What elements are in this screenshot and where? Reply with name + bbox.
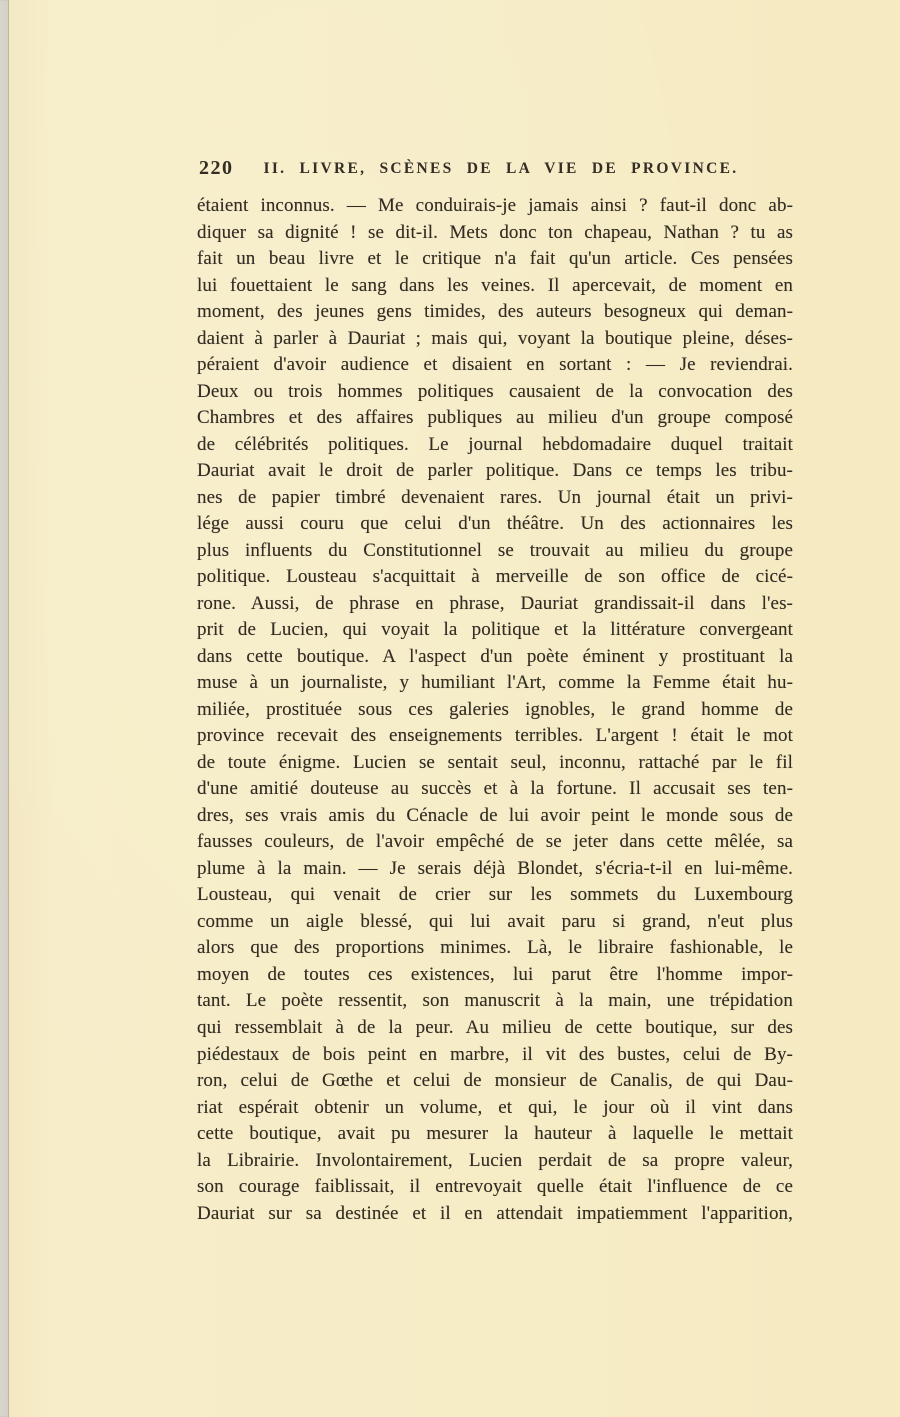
text-line: piédestaux de bois peint en marbre, il vit des bustes, celui de By- (197, 1043, 793, 1065)
text-line: nes de papier timbré devenaient rares. Un journal était un privi- (197, 486, 793, 508)
text-line: muse à un journaliste, y humiliant l'Art, comme la Femme était hu- (197, 672, 793, 694)
page-number: 220 (199, 157, 234, 179)
text-line: Deux ou trois hommes politiques causaient de la convocation des (197, 380, 793, 402)
text-line: dres, ses vrais amis du Cénacle de lui avoir peint le monde sous de (197, 804, 793, 826)
text-line: prit de Lucien, qui voyait la politique et la littérature convergeant (197, 619, 793, 641)
text-line: cette boutique, avait pu mesurer la hauteur à laquelle le mettait (197, 1123, 793, 1145)
text-line: daient à parler à Dauriat ; mais qui, voyant la boutique pleine, déses- (197, 327, 793, 349)
text-line: péraient d'avoir audience et disaient en sortant : — Je reviendrai. (197, 354, 793, 376)
text-line: province recevait des enseignements terribles. L'argent ! était le mot (197, 725, 793, 747)
text-line: plume à la main. — Je serais déjà Blondet, s'écria-t-il en lui-même. (197, 857, 793, 879)
text-line: de célébrités politiques. Le journal hebdomadaire duquel traitait (197, 433, 793, 455)
text-line: fausses couleurs, de l'avoir empêché de se jeter dans cette mêlée, sa (197, 831, 793, 853)
text-line: lége aussi couru que celui d'un théâtre. Un des actionnaires les (197, 513, 793, 535)
text-line: Dauriat sur sa destinée et il en attendait impatiemment l'apparition, (197, 1202, 793, 1224)
text-line: lui fouettaient le sang dans les veines. Il apercevait, de moment en (197, 274, 793, 296)
body-text (197, 193, 793, 1227)
text-line: la Librairie. Involontairement, Lucien perdait de sa propre valeur, (197, 1149, 793, 1171)
text-line: qui ressemblait à de la peur. Au milieu de cette boutique, sur des (197, 1016, 793, 1038)
text-line: tant. Le poète ressentit, son manuscrit à la main, une trépidation (197, 990, 793, 1012)
text-line: son courage faiblissait, il entrevoyait quelle était l'influence de ce (197, 1176, 793, 1198)
text-line: alors que des proportions minimes. Là, le libraire fashionable, le (197, 937, 793, 959)
text-line: d'une amitié douteuse au succès et à la fortune. Il accusait ses ten- (197, 778, 793, 800)
text-line: Lousteau, qui venait de crier sur les sommets du Luxembourg (197, 884, 793, 906)
text-line: fait un beau livre et le critique n'a fait qu'un article. Ces pensées (197, 248, 793, 270)
text-line: Dauriat avait le droit de parler politique. Dans ce temps les tribu- (197, 460, 793, 482)
text-line: de toute énigme. Lucien se sentait seul, inconnu, rattaché par le fil (197, 751, 793, 773)
text-line: miliée, prostituée sous ces galeries ignobles, le grand homme de (197, 698, 793, 720)
text-line: politique. Lousteau s'acquittait à merveille de son office de cicé- (197, 566, 793, 588)
text-line: étaient inconnus. — Me conduirais-je jamais ainsi ? faut-il donc ab- (197, 195, 793, 216)
text-line: dans cette boutique. A l'aspect d'un poète éminent y prostituant la (197, 645, 793, 667)
text-line: riat espérait obtenir un volume, et qui, le jour où il vint dans (197, 1096, 793, 1118)
text-line: Chambres et des affaires publiques au milieu d'un groupe composé (197, 407, 793, 429)
page-content (197, 157, 793, 1227)
text-line: comme un aigle blessé, qui lui avait paru si grand, n'eut plus (197, 910, 793, 932)
text-line: moyen de toutes ces existences, lui parut être l'homme impor- (197, 963, 793, 985)
text-line: rone. Aussi, de phrase en phrase, Dauriat grandissait-il dans l'es- (197, 592, 793, 614)
running-title: II. LIVRE, SCÈNES DE LA VIE DE PROVINCE. (263, 160, 739, 177)
page-header (197, 157, 793, 183)
text-line: diquer sa dignité ! se dit-il. Mets donc ton chapeau, Nathan ? tu as (197, 221, 793, 243)
scan-edge (0, 0, 9, 1417)
text-line: plus influents du Constitutionnel se trouvait au milieu du groupe (197, 539, 793, 561)
text-line: ron, celui de Gœthe et celui de monsieur de Canalis, de qui Dau- (197, 1070, 793, 1092)
text-line: moment, des jeunes gens timides, des auteurs besogneux qui deman- (197, 301, 793, 323)
